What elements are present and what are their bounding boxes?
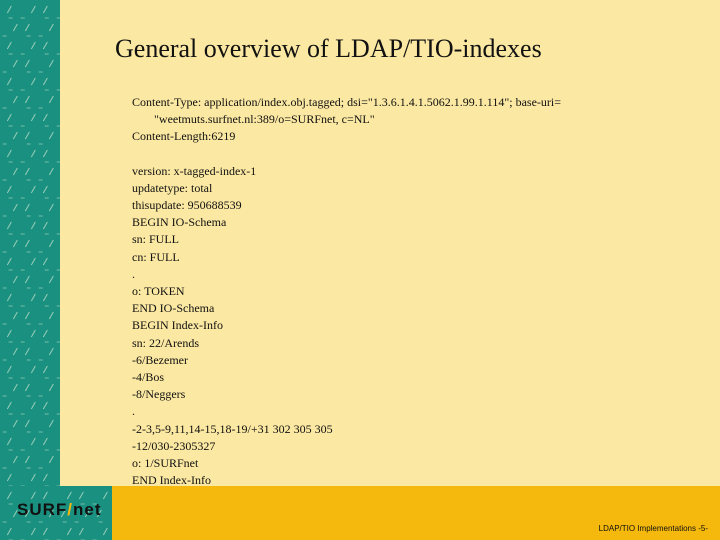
spacer: [132, 146, 702, 163]
logo-slash: /: [67, 500, 74, 519]
logo-part1: SURF: [17, 500, 68, 519]
footer-text: LDAP/TIO Implementations -5-: [598, 524, 708, 533]
body-line: END Index-Info: [132, 473, 211, 488]
body-line: -12/030-2305327: [132, 438, 216, 453]
body-line: -4/Bos: [132, 370, 165, 385]
body-line: cn: FULL: [132, 249, 180, 264]
body-line: o: TOKEN: [132, 284, 185, 299]
body-line: o: 1/SURFnet: [132, 456, 199, 471]
body-line: updatetype: total: [132, 180, 213, 195]
surfnet-logo: [17, 500, 102, 520]
body-line: -2-3,5-9,11,14-15,18-19/+31 302 305 305: [132, 421, 333, 436]
header-line: Content-Type: application/index.obj.tagged; dsi="1.3.6.1.4.1.5062.1.99.1.114"; base-uri=: [132, 95, 561, 109]
slash-pattern-decor: [0, 0, 60, 486]
slide-content: [132, 94, 702, 489]
body-line: .: [132, 266, 135, 281]
body-line: sn: 22/Arends: [132, 335, 199, 350]
body-line: BEGIN IO-Schema: [132, 215, 227, 230]
body-line: END IO-Schema: [132, 301, 215, 316]
logo-part2: net: [73, 500, 102, 519]
body-line: .: [132, 404, 135, 419]
body-line: -6/Bezemer: [132, 352, 188, 367]
header-line: Content-Length:6219: [132, 129, 236, 144]
body-line: sn: FULL: [132, 232, 180, 247]
body-line: version: x-tagged-index-1: [132, 163, 257, 178]
left-decor-band: [0, 0, 60, 540]
header-line: "weetmuts.surfnet.nl:389/o=SURFnet, c=NL": [154, 112, 375, 127]
body-line: thisupdate: 950688539: [132, 198, 242, 213]
slide-title: General overview of LDAP/TIO-indexes: [115, 34, 542, 63]
body-line: BEGIN Index-Info: [132, 318, 223, 333]
body-line: -8/Neggers: [132, 387, 186, 402]
